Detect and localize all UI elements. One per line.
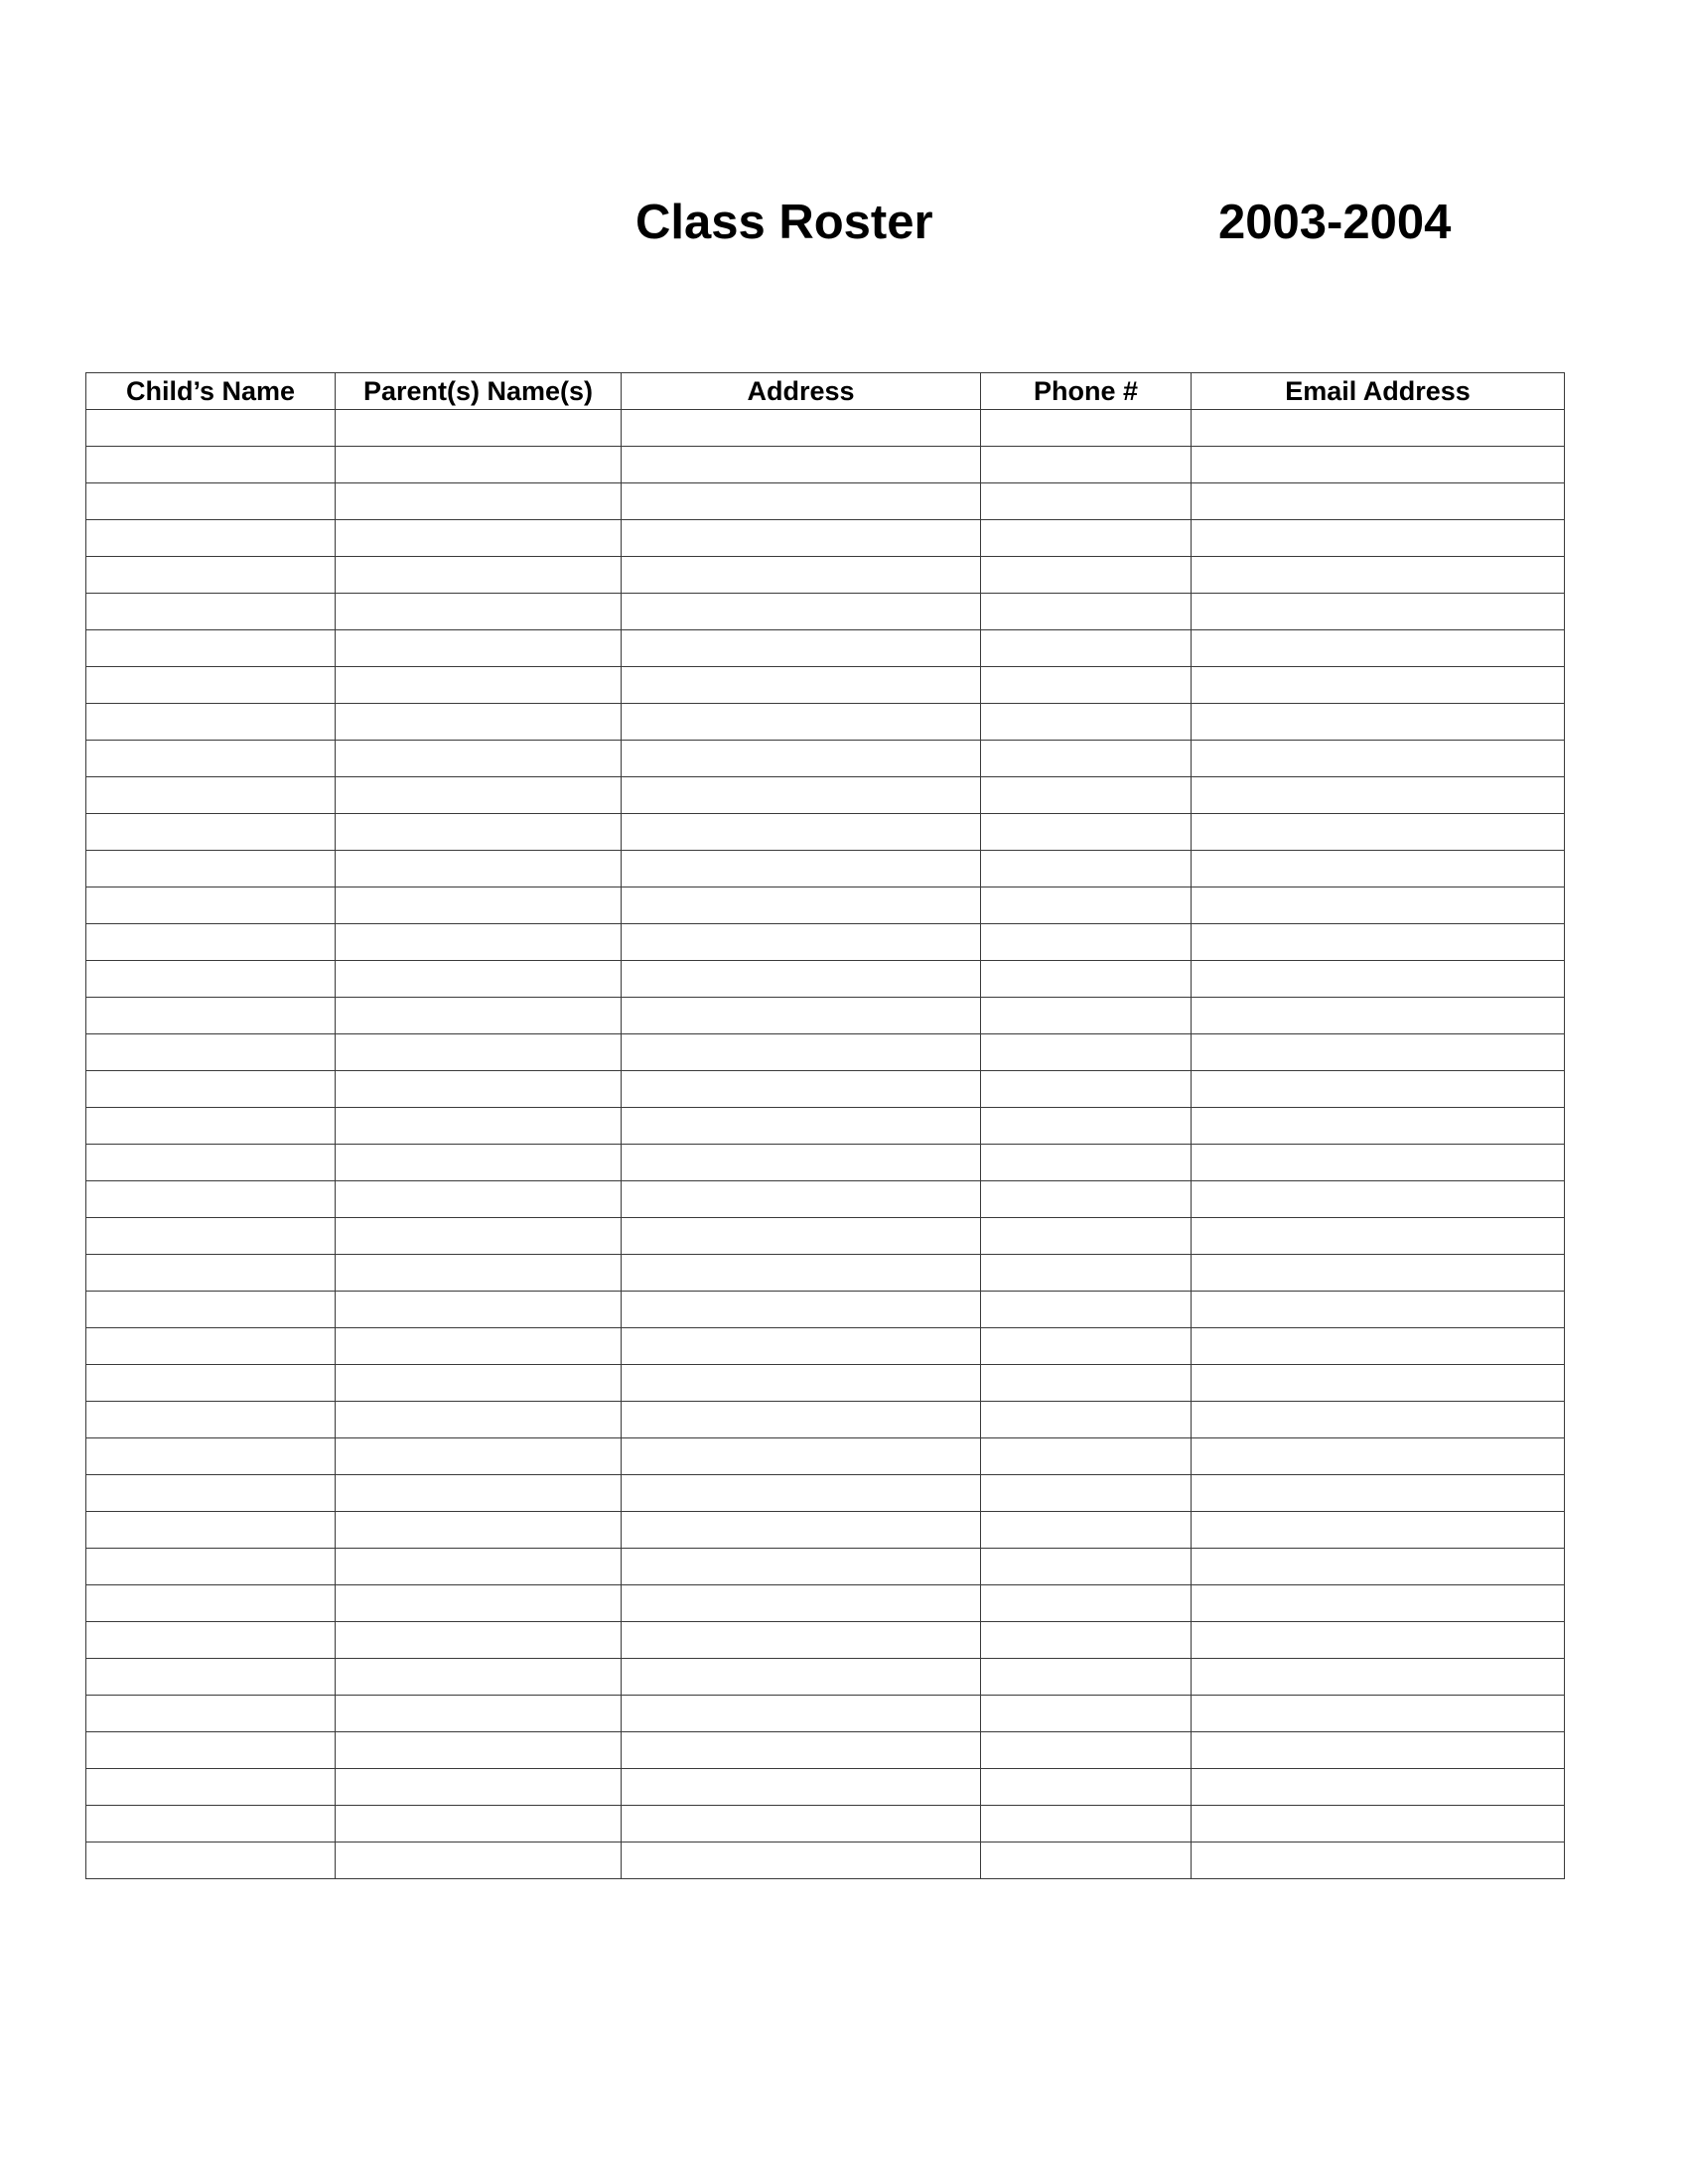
table-row [86, 1512, 1565, 1549]
table-cell [622, 630, 981, 667]
table-cell [86, 410, 336, 447]
table-cell [336, 741, 622, 777]
table-cell [1192, 1843, 1565, 1879]
table-cell [981, 1218, 1192, 1255]
table-cell [1192, 1145, 1565, 1181]
table-cell [336, 1549, 622, 1585]
table-cell [336, 483, 622, 520]
table-cell [86, 924, 336, 961]
table-cell [981, 924, 1192, 961]
table-row [86, 667, 1565, 704]
table-cell [86, 1475, 336, 1512]
table-cell [1192, 887, 1565, 924]
table-cell [981, 1145, 1192, 1181]
table-cell [86, 1181, 336, 1218]
table-cell [1192, 483, 1565, 520]
table-cell [981, 1475, 1192, 1512]
table-cell [336, 1512, 622, 1549]
table-row [86, 998, 1565, 1034]
table-cell [336, 1769, 622, 1806]
table-row [86, 1255, 1565, 1292]
table-cell [622, 961, 981, 998]
table-cell [981, 520, 1192, 557]
table-cell [86, 1071, 336, 1108]
table-cell [622, 1218, 981, 1255]
table-cell [86, 520, 336, 557]
table-cell [336, 1438, 622, 1475]
table-cell [1192, 1806, 1565, 1843]
table-cell [981, 594, 1192, 630]
table-cell [86, 704, 336, 741]
table-cell [981, 483, 1192, 520]
table-cell [86, 1365, 336, 1402]
table-cell [336, 998, 622, 1034]
table-cell [1192, 410, 1565, 447]
table-cell [86, 1218, 336, 1255]
roster-table [85, 372, 1565, 1879]
table-cell [336, 1328, 622, 1365]
school-year: 2003-2004 [1218, 196, 1452, 249]
table-cell [622, 851, 981, 887]
table-cell [336, 777, 622, 814]
table-row [86, 1622, 1565, 1659]
table-cell [981, 1365, 1192, 1402]
table-cell [86, 1292, 336, 1328]
table-cell [336, 1475, 622, 1512]
table-cell [86, 667, 336, 704]
table-cell [336, 1145, 622, 1181]
table-cell [86, 741, 336, 777]
table-cell [622, 887, 981, 924]
table-cell [622, 924, 981, 961]
table-row [86, 1034, 1565, 1071]
table-cell [981, 1108, 1192, 1145]
table-cell [86, 1145, 336, 1181]
table-cell [1192, 1402, 1565, 1438]
table-cell [981, 1328, 1192, 1365]
table-cell [622, 1071, 981, 1108]
table-cell [622, 1255, 981, 1292]
table-cell [1192, 557, 1565, 594]
table-cell [1192, 998, 1565, 1034]
table-cell [86, 1806, 336, 1843]
table-cell [336, 1218, 622, 1255]
header-parents-names: Parent(s) Name(s) [336, 373, 622, 410]
table-cell [336, 1696, 622, 1732]
table-cell [1192, 1255, 1565, 1292]
table-cell [1192, 704, 1565, 741]
table-cell [1192, 520, 1565, 557]
table-cell [86, 887, 336, 924]
table-cell [981, 1292, 1192, 1328]
table-row [86, 520, 1565, 557]
table-cell [86, 814, 336, 851]
table-cell [86, 1732, 336, 1769]
table-cell [622, 704, 981, 741]
table-cell [336, 1622, 622, 1659]
header-phone: Phone # [981, 373, 1192, 410]
table-cell [336, 447, 622, 483]
table-cell [336, 1402, 622, 1438]
table-cell [1192, 1622, 1565, 1659]
table-row [86, 851, 1565, 887]
table-cell [86, 1512, 336, 1549]
table-cell [86, 1843, 336, 1879]
table-row [86, 1659, 1565, 1696]
table-cell [981, 1255, 1192, 1292]
table-cell [622, 447, 981, 483]
table-row [86, 630, 1565, 667]
table-cell [336, 1181, 622, 1218]
table-cell [336, 410, 622, 447]
table-cell [981, 1181, 1192, 1218]
table-cell [622, 1402, 981, 1438]
table-cell [1192, 1292, 1565, 1328]
table-cell [981, 1806, 1192, 1843]
table-cell [86, 1438, 336, 1475]
table-cell [622, 1438, 981, 1475]
table-cell [336, 594, 622, 630]
table-cell [622, 777, 981, 814]
table-cell [981, 1585, 1192, 1622]
table-cell [86, 998, 336, 1034]
table-cell [86, 1549, 336, 1585]
table-cell [86, 851, 336, 887]
table-row [86, 1365, 1565, 1402]
table-cell [981, 630, 1192, 667]
table-cell [1192, 1585, 1565, 1622]
table-cell [981, 814, 1192, 851]
table-cell [86, 483, 336, 520]
table-cell [622, 667, 981, 704]
table-cell [86, 777, 336, 814]
table-cell [622, 1622, 981, 1659]
table-cell [981, 1696, 1192, 1732]
table-cell [1192, 1512, 1565, 1549]
table-cell [1192, 1769, 1565, 1806]
table-cell [86, 1659, 336, 1696]
table-cell [336, 1292, 622, 1328]
table-row [86, 1438, 1565, 1475]
table-row [86, 961, 1565, 998]
table-cell [86, 1255, 336, 1292]
table-row [86, 557, 1565, 594]
table-cell [622, 1328, 981, 1365]
table-row [86, 1108, 1565, 1145]
table-cell [1192, 667, 1565, 704]
table-cell [336, 1659, 622, 1696]
table-cell [86, 557, 336, 594]
table-cell [981, 1438, 1192, 1475]
table-cell [622, 520, 981, 557]
table-cell [981, 557, 1192, 594]
table-cell [336, 667, 622, 704]
table-cell [1192, 1696, 1565, 1732]
table-cell [622, 557, 981, 594]
table-cell [1192, 1108, 1565, 1145]
table-cell [1192, 777, 1565, 814]
table-cell [1192, 1549, 1565, 1585]
table-cell [622, 1769, 981, 1806]
table-cell [622, 1696, 981, 1732]
table-cell [981, 1549, 1192, 1585]
table-row [86, 1181, 1565, 1218]
table-cell [622, 814, 981, 851]
table-cell [1192, 447, 1565, 483]
table-cell [1192, 594, 1565, 630]
table-row [86, 704, 1565, 741]
table-cell [1192, 1071, 1565, 1108]
table-cell [981, 1659, 1192, 1696]
table-row [86, 1145, 1565, 1181]
table-cell [336, 1071, 622, 1108]
table-row [86, 594, 1565, 630]
table-cell [86, 1696, 336, 1732]
table-row [86, 1732, 1565, 1769]
table-cell [86, 961, 336, 998]
table-cell [981, 1843, 1192, 1879]
table-cell [981, 1034, 1192, 1071]
table-cell [622, 483, 981, 520]
table-cell [86, 1622, 336, 1659]
table-row [86, 1475, 1565, 1512]
table-cell [86, 1108, 336, 1145]
table-cell [1192, 1475, 1565, 1512]
table-cell [1192, 924, 1565, 961]
table-cell [622, 1659, 981, 1696]
table-cell [622, 1292, 981, 1328]
table-cell [336, 1034, 622, 1071]
table-row [86, 924, 1565, 961]
table-cell [622, 1732, 981, 1769]
table-cell [1192, 814, 1565, 851]
table-cell [1192, 1659, 1565, 1696]
table-cell [1192, 630, 1565, 667]
table-cell [336, 1365, 622, 1402]
table-cell [622, 1843, 981, 1879]
table-cell [336, 887, 622, 924]
table-cell [86, 1328, 336, 1365]
table-row [86, 1328, 1565, 1365]
table-cell [622, 1512, 981, 1549]
table-cell [336, 704, 622, 741]
table-cell [622, 1365, 981, 1402]
table-row [86, 1806, 1565, 1843]
table-row [86, 1549, 1565, 1585]
header-address: Address [622, 373, 981, 410]
table-cell [622, 1549, 981, 1585]
table-row [86, 887, 1565, 924]
table-cell [1192, 741, 1565, 777]
table-cell [981, 851, 1192, 887]
table-cell [981, 1769, 1192, 1806]
table-row [86, 1843, 1565, 1879]
table-row [86, 1696, 1565, 1732]
table-cell [86, 1034, 336, 1071]
table-cell [86, 447, 336, 483]
header-childs-name: Child’s Name [86, 373, 336, 410]
table-cell [336, 814, 622, 851]
table-cell [86, 630, 336, 667]
table-cell [1192, 851, 1565, 887]
table-cell [336, 557, 622, 594]
header-email-address: Email Address [1192, 373, 1565, 410]
table-cell [336, 1806, 622, 1843]
table-cell [336, 1108, 622, 1145]
table-cell [336, 924, 622, 961]
page-title: Class Roster [635, 196, 933, 249]
table-cell [622, 1145, 981, 1181]
table-cell [981, 961, 1192, 998]
table-cell [336, 851, 622, 887]
table-cell [1192, 1732, 1565, 1769]
table-cell [981, 1512, 1192, 1549]
table-cell [1192, 1365, 1565, 1402]
table-row [86, 483, 1565, 520]
table-cell [1192, 1328, 1565, 1365]
table-cell [1192, 1438, 1565, 1475]
table-cell [981, 667, 1192, 704]
table-row [86, 410, 1565, 447]
table-row [86, 1071, 1565, 1108]
table-row [86, 777, 1565, 814]
table-cell [622, 1585, 981, 1622]
table-cell [1192, 1181, 1565, 1218]
table-cell [622, 594, 981, 630]
table-cell [981, 1402, 1192, 1438]
table-row [86, 447, 1565, 483]
table-cell [981, 410, 1192, 447]
table-cell [622, 998, 981, 1034]
table-cell [981, 887, 1192, 924]
table-cell [336, 961, 622, 998]
table-cell [336, 1732, 622, 1769]
table-cell [86, 594, 336, 630]
table-cell [981, 1622, 1192, 1659]
table-cell [336, 520, 622, 557]
table-cell [622, 1806, 981, 1843]
table-row [86, 1218, 1565, 1255]
table-cell [336, 630, 622, 667]
table-cell [622, 741, 981, 777]
table-cell [981, 741, 1192, 777]
table-cell [622, 1475, 981, 1512]
table-cell [981, 1732, 1192, 1769]
table-cell [336, 1585, 622, 1622]
table-cell [86, 1585, 336, 1622]
header-row [86, 373, 1565, 410]
table-cell [981, 777, 1192, 814]
table-row [86, 1292, 1565, 1328]
table-cell [86, 1402, 336, 1438]
table-cell [981, 1071, 1192, 1108]
table-row [86, 741, 1565, 777]
table-cell [981, 704, 1192, 741]
table-row [86, 1585, 1565, 1622]
table-cell [622, 1181, 981, 1218]
table-cell [622, 410, 981, 447]
table-row [86, 1769, 1565, 1806]
table-cell [1192, 1218, 1565, 1255]
table-row [86, 814, 1565, 851]
table-cell [336, 1843, 622, 1879]
table-cell [1192, 961, 1565, 998]
roster-body [86, 410, 1565, 1879]
table-cell [1192, 1034, 1565, 1071]
table-cell [622, 1034, 981, 1071]
table-cell [86, 1769, 336, 1806]
table-cell [336, 1255, 622, 1292]
table-cell [981, 447, 1192, 483]
table-row [86, 1402, 1565, 1438]
table-cell [622, 1108, 981, 1145]
table-cell [981, 998, 1192, 1034]
